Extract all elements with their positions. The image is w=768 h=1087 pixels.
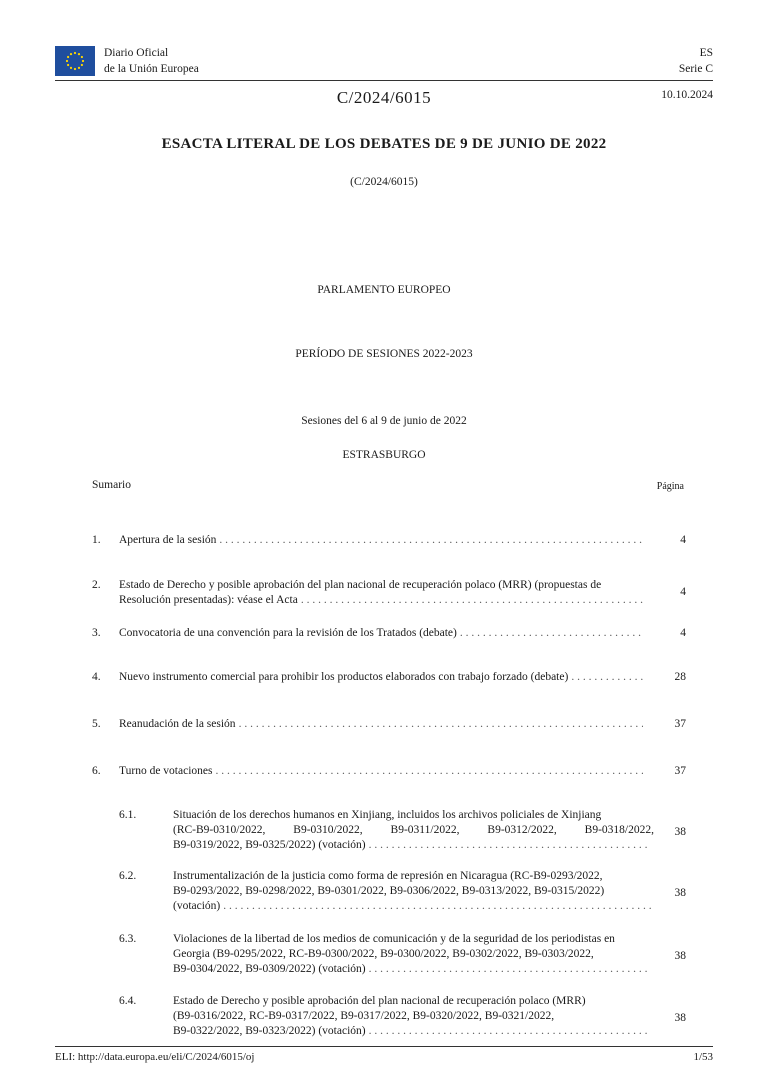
toc-entry[interactable]: [92, 578, 686, 608]
toc-leader-dots: [301, 593, 643, 608]
toc-subentry-title-line: Estado de Derecho y posible aprobación del plan nacional de recuperación polaco (MRR): [173, 995, 586, 1007]
toc-leader-dots: [369, 962, 651, 977]
toc-subentry-title-line: Violaciones de la libertad de los medios de comunicación y de la seguridad de los periodistas en: [173, 933, 615, 945]
journal-name: [104, 45, 199, 77]
toc-entry-number: 5.: [92, 718, 101, 730]
toc-subentry-title-line: Georgia (B9-0295/2022, RC-B9-0300/2022, B9-0300/2022, B9-0302/2022, B9-0303/2022,: [173, 948, 594, 960]
toc-entry[interactable]: [92, 764, 686, 779]
toc-subentry-title-line: B9-0319/2022, B9-0325/2022) (votación): [173, 839, 366, 851]
toc-subentry-title-line: (votación): [173, 900, 221, 912]
series-label: Serie C: [678, 63, 713, 75]
institution-name: PARLAMENTO EUROPEO: [317, 284, 451, 296]
toc-subentry-title-line: B9-0304/2022, B9-0309/2022) (votación): [173, 963, 366, 975]
toc-page-heading: Página: [656, 481, 684, 492]
toc-entry-number: 3.: [92, 627, 101, 639]
toc-subentry-page: 38: [674, 950, 686, 962]
toc-subentry-title-line: (B9-0316/2022, RC-B9-0317/2022, B9-0317/2022, B9-0320/2022, B9-0321/2022,: [173, 1010, 555, 1022]
toc-leader-dots: [460, 626, 643, 641]
toc-leader-dots: [369, 1024, 651, 1039]
toc-subentry-number: 6.2.: [119, 870, 137, 882]
journal-line-1: Diario Oficial: [104, 47, 169, 59]
toc-entry-page: 28: [674, 671, 686, 683]
toc-subentry[interactable]: [119, 932, 686, 977]
toc-subentry-title-line: Instrumentalización de la justicia como forma de represión en Nicaragua (RC-B9-0293/2022,: [173, 870, 603, 882]
toc-entry-page: 4: [680, 534, 686, 546]
toc-leader-dots: [571, 670, 643, 685]
document-number: C/2024/6015: [336, 88, 432, 107]
toc-entry-number: 1.: [92, 534, 101, 546]
toc-entry-title: Turno de votaciones: [119, 765, 213, 777]
toc-subentry-title-line: B9-0293/2022, B9-0298/2022, B9-0301/2022, B9-0306/2022, B9-0313/2022, B9-0315/2022): [173, 885, 605, 897]
publication-date: 10.10.2024: [661, 89, 713, 101]
toc-entry-page: 37: [674, 718, 686, 730]
toc-entry-page: 4: [680, 627, 686, 639]
title-reference: (C/2024/6015): [350, 176, 418, 188]
toc-subentry-title-line: (RC-B9-0310/2022, B9-0310/2022, B9-0311/2022, B9-0312/2022, B9-0318/2022,: [173, 824, 654, 836]
toc-subentry[interactable]: [119, 994, 686, 1039]
toc-subentry[interactable]: [119, 869, 686, 914]
toc-entry-title-line: Resolución presentadas): véase el Acta: [119, 594, 298, 606]
toc-subentry-number: 6.3.: [119, 933, 137, 945]
toc-entry-page: 37: [674, 765, 686, 777]
language-code: ES: [699, 47, 713, 59]
toc-heading: Sumario: [92, 479, 131, 491]
toc-entry-number: 4.: [92, 671, 101, 683]
page-number: 1/53: [693, 1051, 713, 1063]
toc-leader-dots: [223, 899, 651, 914]
toc-entry-title: Nuevo instrumento comercial para prohibir los productos elaborados con trabajo forzado (debate): [119, 671, 569, 683]
toc-entry-title: Convocatoria de una convención para la revisión de los Tratados (debate): [119, 627, 457, 639]
toc-subentry-title-line: Situación de los derechos humanos en Xinjiang, incluidos los archivos policiales de Xinjiang: [173, 809, 602, 821]
toc-leader-dots: [369, 838, 651, 853]
eli-link[interactable]: ELI: http://data.europa.eu/eli/C/2024/6015/oj: [55, 1051, 255, 1063]
toc-subentry-number: 6.4.: [119, 995, 137, 1007]
toc-subentry-page: 38: [674, 887, 686, 899]
session-place: ESTRASBURGO: [342, 449, 426, 461]
toc-entry[interactable]: [92, 670, 686, 685]
toc-entry[interactable]: [92, 626, 686, 641]
header-rule: [55, 80, 713, 81]
toc-subentry-page: 38: [674, 826, 686, 838]
toc-entry[interactable]: [92, 533, 686, 548]
journal-line-2: de la Unión Europea: [104, 63, 199, 75]
toc-subentry[interactable]: [119, 808, 686, 853]
toc-entry-page: 4: [680, 586, 686, 598]
footer-rule: [55, 1046, 713, 1047]
toc-subentry-page: 38: [674, 1012, 686, 1024]
toc-entry-title: Apertura de la sesión: [119, 534, 217, 546]
page-title: ESACTA LITERAL DE LOS DEBATES DE 9 DE JUNIO DE 2022: [161, 136, 607, 152]
session-period: PERÍODO DE SESIONES 2022-2023: [295, 348, 473, 360]
toc-entry[interactable]: [92, 717, 686, 732]
series-info: [679, 45, 713, 77]
toc-subentry-number: 6.1.: [119, 809, 137, 821]
toc-leader-dots: [215, 764, 643, 779]
toc-entry-number: 6.: [92, 765, 101, 777]
eu-flag-logo: [55, 46, 95, 76]
toc-leader-dots: [239, 717, 643, 732]
sessions-dates: Sesiones del 6 al 9 de junio de 2022: [301, 415, 467, 427]
toc-entry-number: 2.: [92, 579, 101, 591]
toc-entry-title-line: Estado de Derecho y posible aprobación del plan nacional de recuperación polaco (MRR) (propuestas de: [119, 579, 602, 591]
toc-leader-dots: [219, 533, 643, 548]
toc-entry-title: Reanudación de la sesión: [119, 718, 236, 730]
toc-subentry-title-line: B9-0322/2022, B9-0323/2022) (votación): [173, 1025, 366, 1037]
